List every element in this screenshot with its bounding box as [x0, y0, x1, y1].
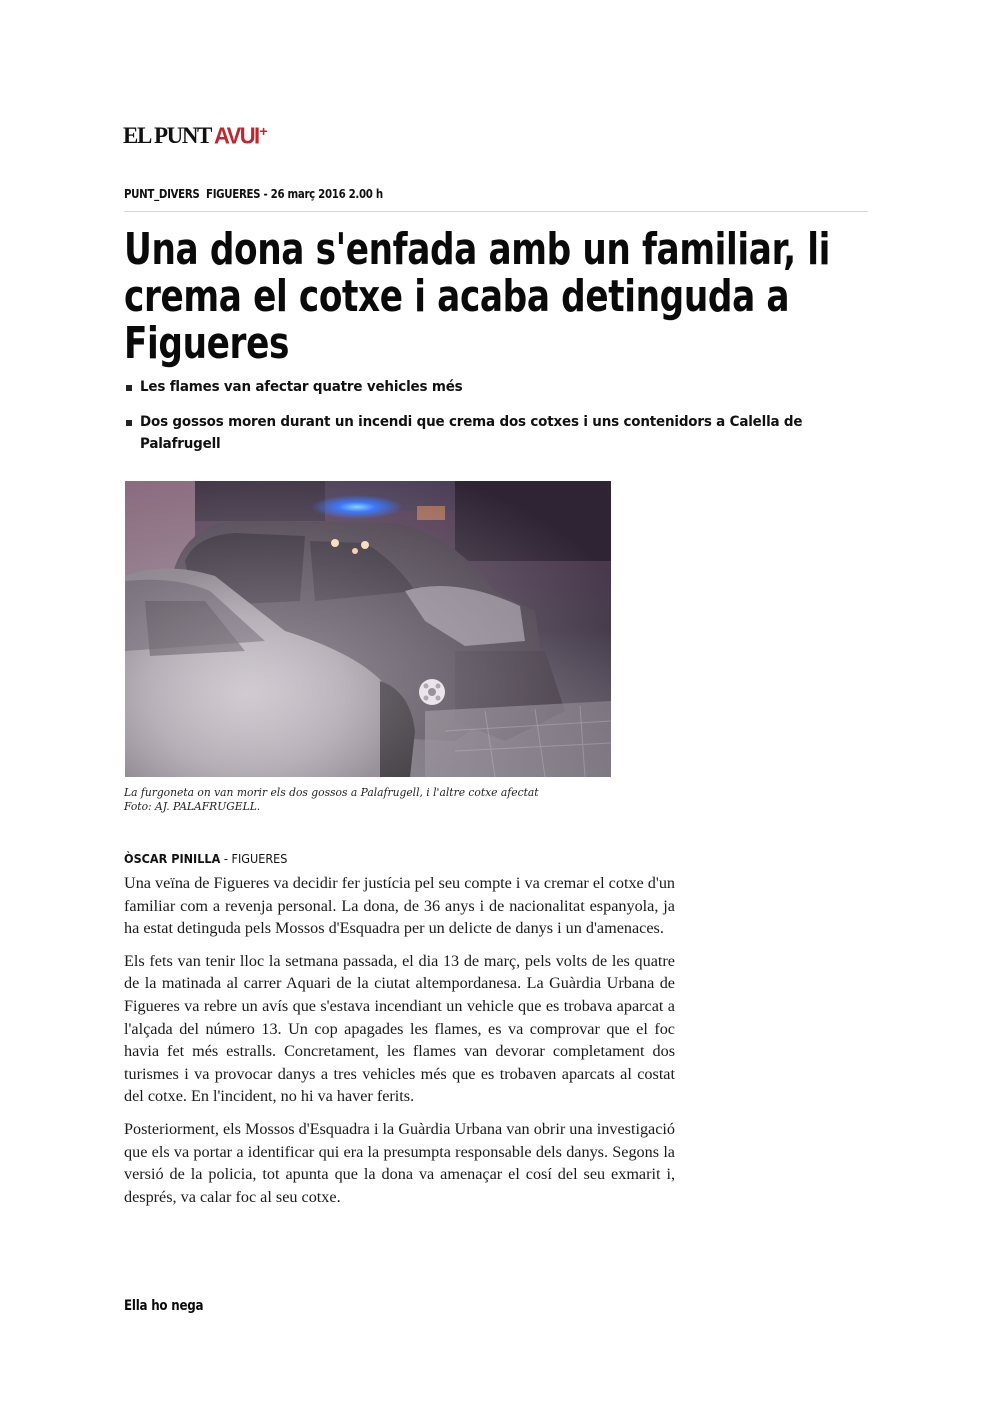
bullet-square-icon: [126, 420, 132, 426]
body-paragraph: Els fets van tenir lloc la setmana passada, el dia 13 de març, pels volts de les quatre de la matinada al carrer Aquari de la ciutat altempordanesa. La Guàrdia Urbana de Figueres va rebre un avís que s'estava incendiant un vehicle que es trobava aparcat a l'alçada del número 13. Un cop apagades les flames, es va comprovar que el foc havia fet més estralls. Concretament, les flames van devorar completament dos turismes i va provocar danys a tres vehicles més que es trobaven aparcats al costat del cotxe. En l'incident, no hi va haver ferits.: [124, 951, 675, 1106]
logo-el-punt: EL PUNT: [123, 123, 211, 148]
article-body: [124, 872, 675, 1218]
byline-separator: -: [220, 851, 232, 866]
header-divider: [124, 211, 868, 212]
related-article-link[interactable]: [124, 411, 884, 455]
body-paragraph: Una veïna de Figueres va decidir fer justícia pel seu compte i va cremar el cotxe d'un familiar com a revenja personal. La dona, de 36 anys i de nacionalitat espanyola, ja ha estat detinguda pels Mossos d'Esquadra per un delicte de danys i un d'amenaces.: [124, 874, 675, 938]
burned-cars-photo-icon: [125, 481, 611, 777]
meta-separator: -: [263, 186, 268, 201]
caption-text: La furgoneta on van morir els dos gossos a Palafrugell, i l'altre cotxe afectat: [124, 785, 539, 799]
article-photo[interactable]: [125, 481, 611, 777]
location-label: FIGUERES: [206, 186, 261, 201]
publication-logo[interactable]: [123, 122, 268, 148]
related-articles-list: [124, 376, 884, 468]
bullet-square-icon: [126, 385, 132, 391]
body-paragraph: Posteriorment, els Mossos d'Esquadra i la Guàrdia Urbana van obrir una investigació que els va portar a identificar qui era la presumpta responsable dels danys. Segons la versió de la policia, tot apunta que la dona va amenaçar el cosí del seu exmarit i, després, va calar foc al seu cotxe.: [124, 1119, 675, 1206]
section-subheading: Ella ho nega: [124, 1298, 204, 1315]
logo-plus-icon: +: [259, 123, 268, 139]
article-headline: Una dona s'enfada amb un familiar, li crema el cotxe i acaba detinguda a Figueres: [124, 224, 831, 369]
section-label[interactable]: PUNT_DIVERS: [124, 186, 200, 201]
related-article-link[interactable]: [124, 376, 884, 398]
article-byline: [124, 851, 287, 866]
logo-avui: AVUI: [213, 122, 259, 149]
related-article-label: Dos gossos moren durant un incendi que crema dos cotxes i uns contenidors a Calella de Palafrugell: [140, 414, 803, 452]
photo-credit: Foto: AJ. PALAFRUGELL.: [124, 799, 261, 813]
publish-date: 26 març 2016 2.00 h: [270, 186, 383, 201]
byline-location: FIGUERES: [231, 851, 288, 866]
photo-caption: [124, 785, 539, 813]
related-article-label: Les flames van afectar quatre vehicles més: [140, 379, 463, 395]
article-meta: [124, 186, 383, 201]
author-name[interactable]: ÒSCAR PINILLA: [124, 851, 221, 866]
